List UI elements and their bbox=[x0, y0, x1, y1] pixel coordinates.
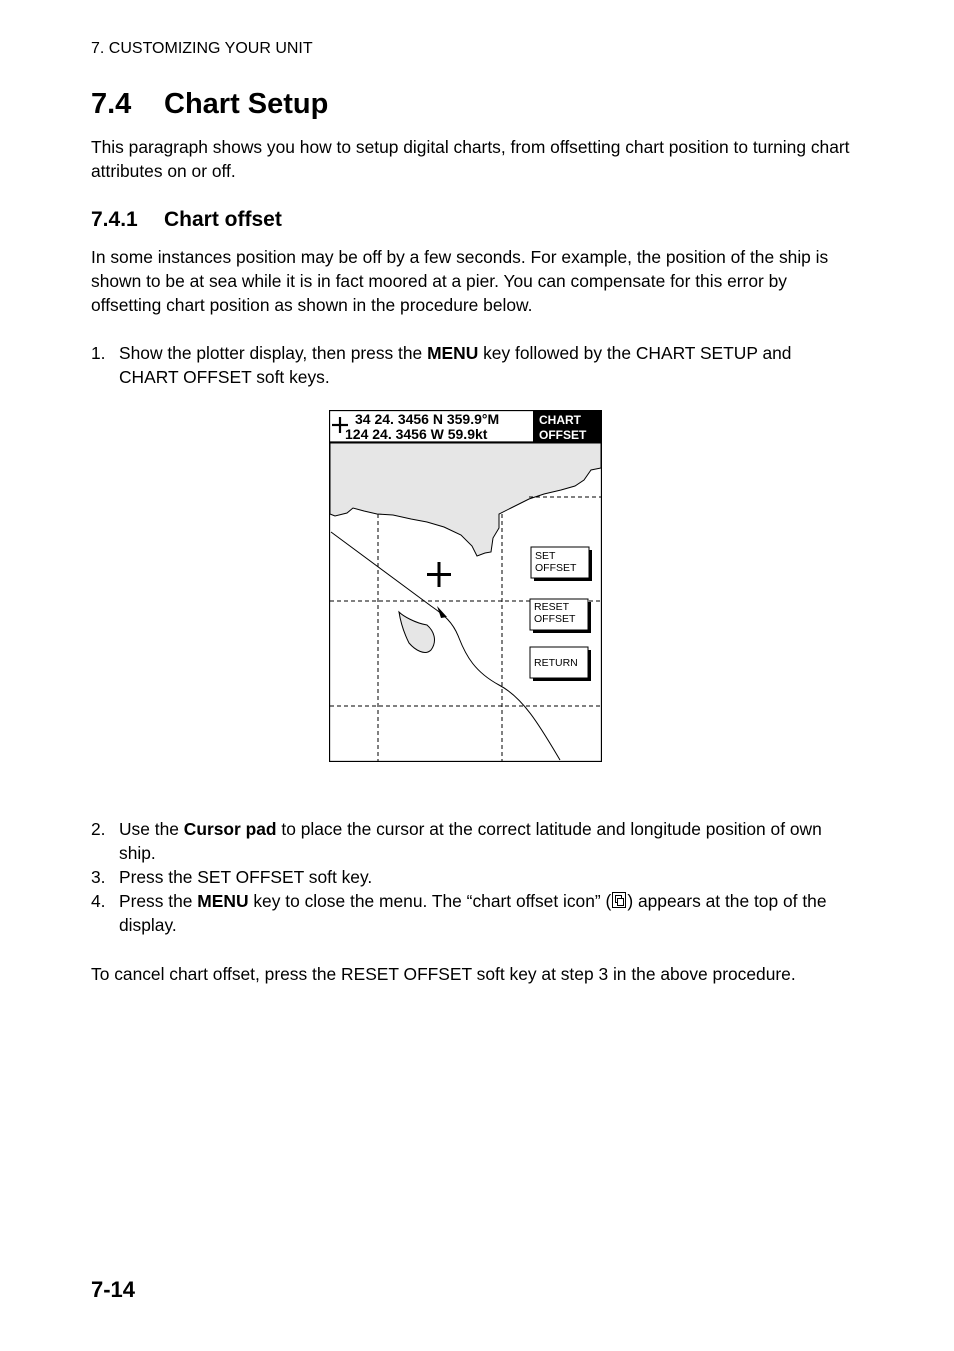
section-intro: This paragraph shows you how to setup digital charts, from offsetting chart position to turning chart attributes on or off. bbox=[91, 137, 850, 181]
step-text: key followed by the CHART SETUP and CHART OFFSET soft keys. bbox=[119, 343, 792, 387]
step-text: Press the SET OFFSET soft key. bbox=[119, 867, 373, 887]
section-title bbox=[91, 88, 328, 121]
subsection-intro: In some instances position may be off by a few seconds. For example, the position of the ship is shown to be at sea while it is in fact moored at a pier. You can compensate for this error by offsetting chart position as shown in the procedure below. bbox=[91, 247, 829, 315]
soft-key-label: OFFSET bbox=[534, 613, 576, 625]
step-2 bbox=[91, 817, 851, 865]
soft-key-set-offset[interactable] bbox=[531, 547, 592, 581]
soft-key-return[interactable] bbox=[530, 647, 591, 681]
soft-key-reset-offset[interactable] bbox=[530, 599, 591, 633]
step-number: 2. bbox=[91, 819, 106, 839]
soft-key-label: SET bbox=[535, 550, 556, 562]
section-number: 7.4 bbox=[91, 88, 132, 120]
latitude-readout: 34 24. 3456 N 359.9°M bbox=[355, 411, 500, 427]
soft-key-label: OFFSET bbox=[535, 562, 577, 574]
section-title-text: Chart Setup bbox=[164, 88, 329, 120]
step-4 bbox=[91, 889, 851, 937]
menu-title-line-1: CHART bbox=[539, 413, 581, 427]
longitude-readout: 124 24. 3456 W 59.9kt bbox=[345, 426, 488, 442]
step-key: MENU bbox=[197, 891, 249, 911]
step-key: MENU bbox=[427, 343, 479, 363]
running-header: 7. CUSTOMIZING YOUR UNIT bbox=[91, 40, 313, 57]
step-text: to place the cursor at the correct latitude and longitude position of own ship. bbox=[119, 819, 822, 863]
menu-title-line-2: OFFSET bbox=[539, 428, 587, 442]
step-text: Use the bbox=[119, 819, 184, 839]
step-3 bbox=[91, 865, 851, 889]
subsection-number: 7.4.1 bbox=[91, 208, 138, 231]
cancel-note: To cancel chart offset, press the RESET OFFSET soft key at step 3 in the above procedure. bbox=[91, 964, 796, 984]
step-text: Press the bbox=[119, 891, 198, 911]
step-number: 4. bbox=[91, 891, 106, 911]
step-text: ) appears at the top of the display. bbox=[119, 891, 827, 935]
step-text: Show the plotter display, then press the bbox=[119, 343, 428, 363]
page-number: 7-14 bbox=[91, 1277, 136, 1302]
chart-offset-icon bbox=[612, 892, 626, 908]
step-number: 3. bbox=[91, 867, 106, 887]
plotter-display-figure bbox=[329, 410, 602, 762]
subsection-title-text: Chart offset bbox=[164, 208, 282, 231]
soft-key-label: RESET bbox=[534, 601, 570, 613]
subsection-title bbox=[91, 208, 282, 232]
step-1 bbox=[91, 341, 851, 389]
step-number: 1. bbox=[91, 343, 106, 363]
soft-key-label: RETURN bbox=[534, 657, 578, 669]
step-text: key to close the menu. The “chart offset icon” ( bbox=[248, 891, 612, 911]
step-key: Cursor pad bbox=[183, 819, 277, 839]
